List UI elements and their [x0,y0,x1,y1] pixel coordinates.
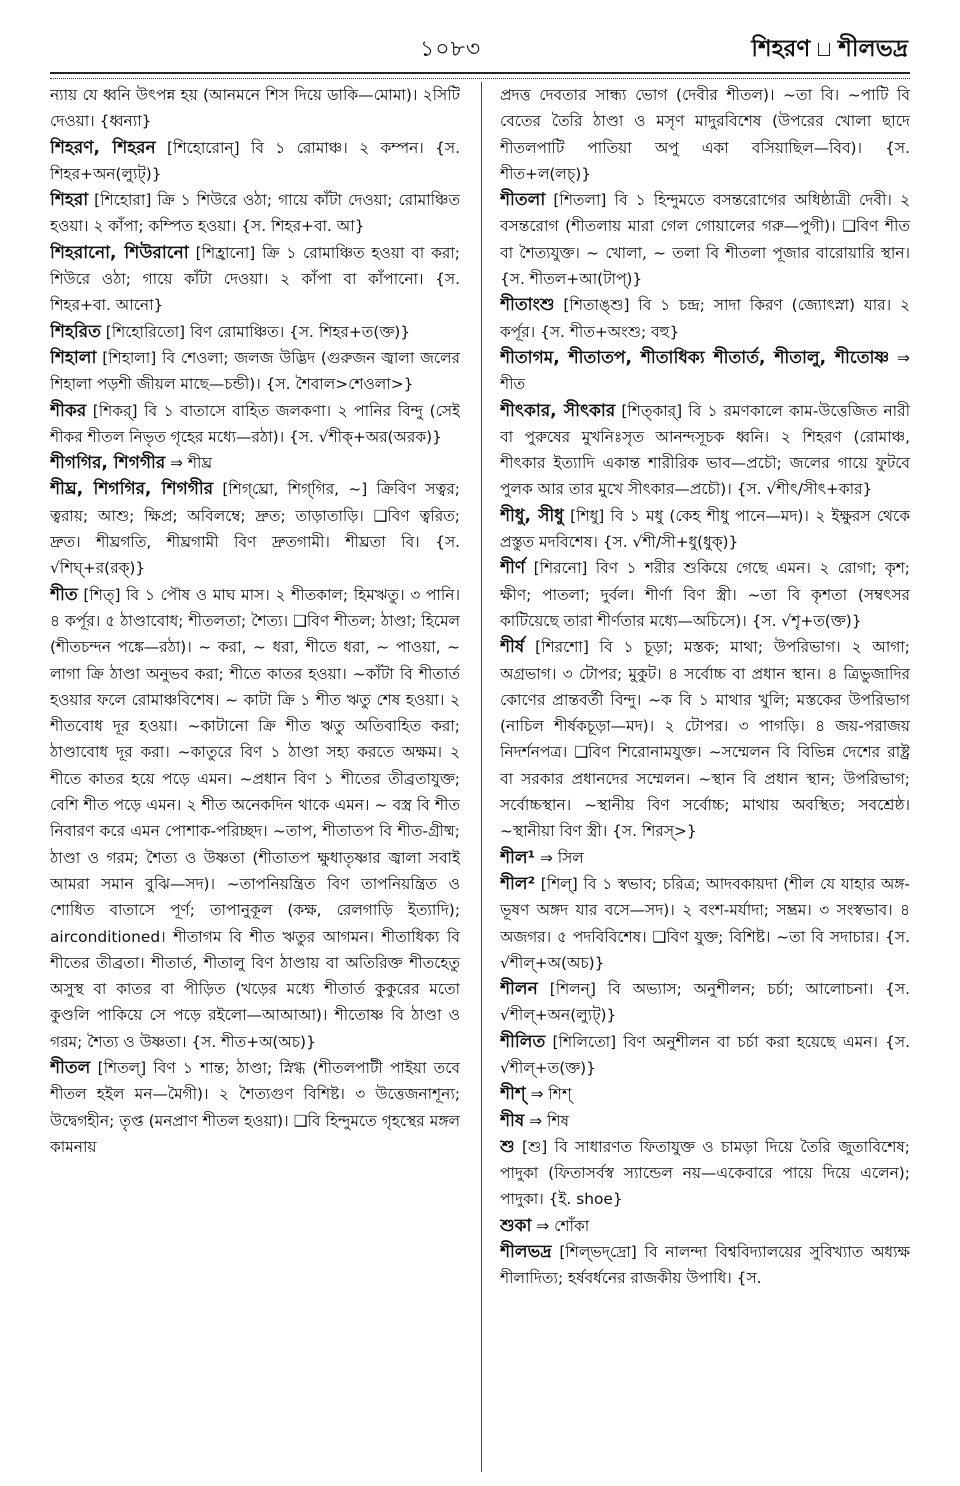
entry-text: [শিল্] বি ১ স্বভাব; চরিত্র; আদবকায়দা (শীল যে যাহার অঙ্গ-ভূষণ অঙ্গদ যার বসে—সদ)। ২ বংশ-মর্যাদা; সম্ভ্রম। ৩ সংস্বভাব। ৪ অজগর। ৫ পদবিবিশেষ। ❑বিণ যুক্ত; বিশিষ্ট। ~তা বি সদাচার। {স. √শীল্+অ(অচ)} [500,874,910,972]
dictionary-entry [50,582,460,1055]
entry-text: [শিতল্] বিণ ১ শান্ত; ঠাণ্ডা; স্নিগ্ধ (শীতলপাটী পাইয়া তবে শীতল হইল মন—মৈগী)। ২ শৈত্যগুণ বিশিষ্ট। ৩ উত্তেজনাশূন্য; উদ্বেগহীন; তৃপ্ত (মনপ্রাণ শীতল হওয়া)। ❑বি হিন্দুমতে গৃহস্থের মঙ্গল কামনায় [50,1058,460,1156]
headword: শীতলা [500,190,546,211]
dictionary-entry [50,187,460,240]
headword: শীকর [50,400,87,421]
entry-text: [শিহোরোন্] বি ১ রোমাঞ্চ। ২ কম্পন। {স. শিহর+অন(ল্যুট্)} [50,138,460,183]
headword: শিহরানো, শিউরানো [50,242,189,263]
entry-text: প্রদত্ত দেবতার সান্ধ্য ভোগ (দেবীর শীতল)। ~তা বি। ~পাটি বি বেতের তৈরি ঠাণ্ডা ও মসৃণ মাদুরবিশেষ (উপরের খোলা ছাদে শীতলপাটি পাতিয়া অপু একা বসিয়াছিল—বিব)। {স. শীত+ল(লচ্)} [500,86,910,183]
dictionary-entry [50,398,460,451]
entry-text: [শিহ্রানো] ক্রি ১ রোমাঞ্চিত হওয়া বা করা; শিউরে ওঠা; গায়ে কাঁটা দেওয়া। ২ কাঁপা বা কাঁপানো। {স. শিহর+বা. আনো} [50,243,460,315]
dictionary-entry [50,319,460,345]
headword: শীলিত [500,1031,546,1052]
headword: শিহরা [50,190,89,211]
dictionary-entry [500,398,910,503]
headword: শীর্ণ [500,558,526,579]
dictionary-entry [500,845,910,871]
headword: শীল¹ [500,847,536,868]
headword: শীধু, সীধু [500,505,564,526]
entry-text: ⇒ শিশ্‌ [530,1085,572,1104]
entry-text: ⇒ শোঁকা [536,1216,590,1235]
dictionary-entry [500,1239,910,1292]
headword: শিহরিত [50,321,101,342]
page-header [50,30,910,70]
left-column [50,82,460,1472]
headword: শিহালা [50,347,97,368]
entry-text: [শিত্‌কার্] বি ১ রমণকালে কাম-উত্তেজিত নারী বা পুরুষের মুখনিঃসৃত আনন্দসূচক ধ্বনি। ২ শিহরণ (রোমাঞ্চ, শীৎকার ইত্যাদি একান্ত শারীরিক ভাব—প্রচৌ; জলের গায়ে ফুটবে পুলক আর তার মুখে সীৎকার—প্রচৌ)। {স. √শীৎ/সীৎ+কার} [500,401,910,499]
page-number: ১০৮৩ [420,37,482,62]
headword: শীত [50,584,78,605]
guide-word-first: শিহরণ [751,36,811,62]
entry-text: [শিকর্] বি ১ বাতাসে বাহিত জলকণা। ২ পানির বিন্দু (সেই শীকর শীতল নিভৃত গৃহের মধ্যে—রঠা)। {স. √শীক্+অর(অরক)} [50,401,460,446]
entry-text: ⇒ শীত [500,348,910,394]
dictionary-entry [500,345,910,398]
headword: শীর্ষ [500,637,525,658]
headword: শিহরণ, শিহরন [50,137,156,158]
dictionary-entry [500,555,910,634]
headword: শুকা [500,1215,532,1236]
dictionary-entry [500,503,910,556]
entry-text: [শিধু] বি ১ মধু (কেহ শীধু পানে—মদ)। ২ ইক্ষুরস থেকে প্রস্তুত মদবিশেষ। {স. √শী/সী+ধু(ধুক্)} [500,506,910,552]
entry-text: [শিগ্‌ঘ্রো, শিগ্‌গির, ~] ক্রিবিণ সত্বর; ত্বরায়; আশু; ক্ষিপ্র; অবিলম্বে; দ্রুত; তাড়াতাড়ি। ❑বিণ ত্বরিত; দ্রুত। শীঘ্রগতি, শীঘ্রগামী বিণ দ্রুতগামী। শীঘ্রতা বি। {স. √শিঘ্+র(রক্)} [50,480,460,578]
entry-text: ⇒ শিষ [529,1111,569,1130]
headword: শু [500,1136,515,1157]
headword: শীগগির, শিগগীর [50,453,166,474]
dictionary-entry [50,82,460,135]
entry-text: [শিত্] বি ১ পৌষ ও মাঘ মাস। ২ শীতকাল; হিমঋতু। ৩ পানি। ৪ কর্পূর। ৫ ঠাণ্ডাবোধ; শীতলতা; শৈত্য। ❑বিণ শীতল; ঠাণ্ডা; হিমেল (শীতচন্দন পঙ্কে—রঠা)। ~ করা, ~ ধরা, শীতে ধরা, ~ পাওয়া, ~ লাগা ক্রি ঠাণ্ডা অনুভব করা; শীতে কাতর হওয়া। ~কাঁটা বি শীতার্ত হওয়ার ফলে রোমাঞ্চবিশেষ। ~ কাটা ক্রি ১ শীত ঋতু শেষ হওয়া। ২ শীতবোধ দূর হওয়া। ~কাটানো ক্রি শীত ঋতু অতিবাহিত করা; ঠাণ্ডাবোধ দূর করা। ~কাতুরে বিণ ১ ঠাণ্ডা সহ্য করতে অক্ষম। ২ শীতে কাতর হয়ে পড়ে এমন। ~প্রধান বিণ ১ শীতের তীব্রতাযুক্ত; বেশি শীত পড়ে এমন। ২ শীত অনেকদিন থাকে এমন। ~ বস্ত্র বি শীত নিবারণ করে এমন পোশাক-পরিচ্ছদ। ~তাপ, শীতাতপ বি শীত-গ্রীষ্ম; ঠাণ্ডা ও গরম; শৈত্য ও উষ্ণতা (শীতাতপ ক্ষুধাতৃষ্ণার জ্বালা সবাই আমরা সমান বুঝি—সদ)। ~তাপনিয়ন্ত্রিত বিণ তাপনিয়ন্ত্রিত ও শোধিত বাতাসে পূর্ণ; তাপানুকূল (কক্ষ, রেলগাড়ি ইত্যাদি); airconditioned। শীতাগম বি শীত ঋতুর আগমন। শীতাধিক্য বি শীতের তীব্রতা। শীতার্ত, শীতালু বিণ ঠাণ্ডায় বা অতিরিক্ত শীতহেতু অসুস্থ বা কাতর বা পীড়িত (খড়ের মধ্যে শীতার্ত কুকুরের মতো কুণ্ডলি পাকিয়ে সে পড়ে রইলো—আআআ)। শীতোষ্ণ বি ঠাণ্ডা ও গরম; শৈত্য ও উষ্ণতা। {স. শীত+অ(অচ)} [50,585,460,1051]
dictionary-entry [50,476,460,581]
entry-text: [শু] বি সাধারণত ফিতাযুক্ত ও চামড়া দিয়ে তৈরি জুতাবিশেষ; পাদুকা (ফিতাসর্বস্ব স্যান্ডেল নয়—একেবারে পায়ে দিয়ে এলেন); পাদুকা। {ই. shoe} [500,1137,910,1209]
dictionary-entry [500,1081,910,1107]
headword: শীলভদ্র [500,1242,552,1263]
dictionary-entry [50,1055,460,1160]
headword: শীতল [50,1057,91,1078]
dictionary-entry [50,345,460,398]
headword: শীলন [500,979,538,1000]
entry-text: ন্যায় যে ধ্বনি উৎপন্ন হয় (আনমনে শিস দিয়ে ডাকি—মোমা)। ২সিটি দেওয়া। {ধ্বন্যা} [50,86,460,131]
headword: শীৎকার, সীৎকার [500,400,616,421]
entry-text: [শিলিতো] বিণ অনুশীলন বা চর্চা করা হয়েছে এমন। {স. √শীল্+ত(ক্ত)} [500,1032,910,1077]
dictionary-entry [50,240,460,319]
dictionary-entry [500,1029,910,1082]
dictionary-entry [50,450,460,476]
entry-text: [শিলন্] বি অভ্যাস; অনুশীলন; চর্চা; আলোচনা। {স. √শীল্+অন(ল্যুট্)} [500,980,910,1025]
entry-text: ⇒ শীঘ্র [170,454,213,473]
header-rule [50,72,910,79]
dictionary-entry [500,292,910,345]
headword: শীতাংশু [500,295,555,316]
entry-text: [শিহোরিতো] বিণ রোমাঞ্চিত। {স. শিহর+ত(ক্ত)} [105,322,411,341]
separator-icon [818,43,830,56]
guide-words [751,30,908,69]
column-divider [481,82,482,1472]
dictionary-entry [500,871,910,976]
right-column [500,82,910,1472]
entry-text: [শিরশো] বি ১ চূড়া; মস্তক; মাথা; উপরিভাগ। ২ আগা; অগ্রভাগ। ৩ টোপর; মুকুট। ৪ সর্বোচ্চ বা প্রধান স্থান। ৪ ত্রিভুজাদির কোণের প্রান্তবর্তী বিন্দু। ~ক বি ১ মাথার খুলি; মস্তকের উপরিভাগ (নাচিল শীর্ষকচূড়া—মদ)। ২ টোপর। ৩ পাগড়ি। ৪ জয়-পরাজয় নিদর্শনপত্র। ❑বিণ শিরোনামযুক্ত। ~সম্মেলন বি বিভিন্ন দেশের রাষ্ট্র বা সরকার প্রধানদের সম্মেলন। ~স্থান বি প্রধান স্থান; উপরিভাগ; সর্বোচ্চস্থান। ~স্থানীয় বিণ সর্বোচ্চ; মাথায় অবস্থিত; সবশ্রেষ্ঠ। ~স্থানীয়া বিণ স্ত্রী। {স. শিরস্>} [500,638,910,841]
entry-text: [শিহোরা] ক্রি ১ শিউরে ওঠা; গায়ে কাঁটা দেওয়া; রোমাঞ্চিত হওয়া। ২ কাঁপা; কম্পিত হওয়া। {স. শিহর+বা. আ} [50,191,460,236]
dictionary-entry [500,1108,910,1134]
entry-text: [শিরনো] বিণ ১ শরীর শুকিয়ে গেছে এমন। ২ রোগা; কৃশ; ক্ষীণ; পাতলা; দুর্বল। শীর্ণা বিণ স্ত্রী। ~তা বি কৃশতা (সম্বৎসর কাটিয়েছে তারা শীর্ণতার মধ্যে—অচিসে)। {স. √শৄ+ত(ক্ত)} [500,559,910,630]
dictionary-entry [500,82,910,187]
headword: শীতাগম, শীতাতপ, শীতাধিক্য শীতার্ত, শীতালু, শীতোষ্ণ [500,347,890,368]
entry-text: [শিল্‌ভদ্‌দ্রো] বি নালন্দা বিশ্ববিদ্যালয়ের সুবিখ্যাত অধ্যক্ষ শীলাদিত্য; হর্ষবর্ধনের রাজকীয় উপাধি। {স. [500,1243,910,1288]
entry-text: [শিহালা] বি শেওলা; জলজ উদ্ভিদ (গুরুজন জ্বালা জলের শিহালা পড়শী জীয়ল মাছে—চন্ডী)। {স. শৈবাল>শেওলা>} [50,348,460,394]
entry-text: [শিতাঙ্‌শু] বি ১ চন্দ্র; সাদা কিরণ (জ্যোৎস্না) যার। ২ কর্পূর। {স. শীত+অংশু; বহু} [500,296,910,341]
guide-word-last: শীলভদ্র [838,36,908,62]
entry-text: ⇒ সিল [539,848,584,867]
dictionary-entry [500,976,910,1029]
dictionary-entry [500,1134,910,1213]
headword: শীশ্‌ [500,1084,526,1105]
headword: শীষ [500,1110,525,1131]
dictionary-entry [500,1213,910,1239]
entry-text: [শিতলা] বি ১ হিন্দুমতে বসন্তরোগের অধিষ্ঠাত্রী দেবী। ২ বসন্তরোগ (শীতলায় মারা গেল গোয়ালের গরু—পুগী)। ❑বিণ শীত বা শৈত্যযুক্ত। ~ খোলা, ~ তলা বি শীতলা পূজার বারোয়ারি স্থান। {স. শীতল+আ(টাপ্)} [500,191,910,289]
headword: শীঘ্র, শিগগির, শিগগীর [50,479,214,500]
headword: শীল² [500,873,536,894]
dictionary-entry [50,135,460,188]
dictionary-entry [500,634,910,844]
dictionary-entry [500,187,910,292]
